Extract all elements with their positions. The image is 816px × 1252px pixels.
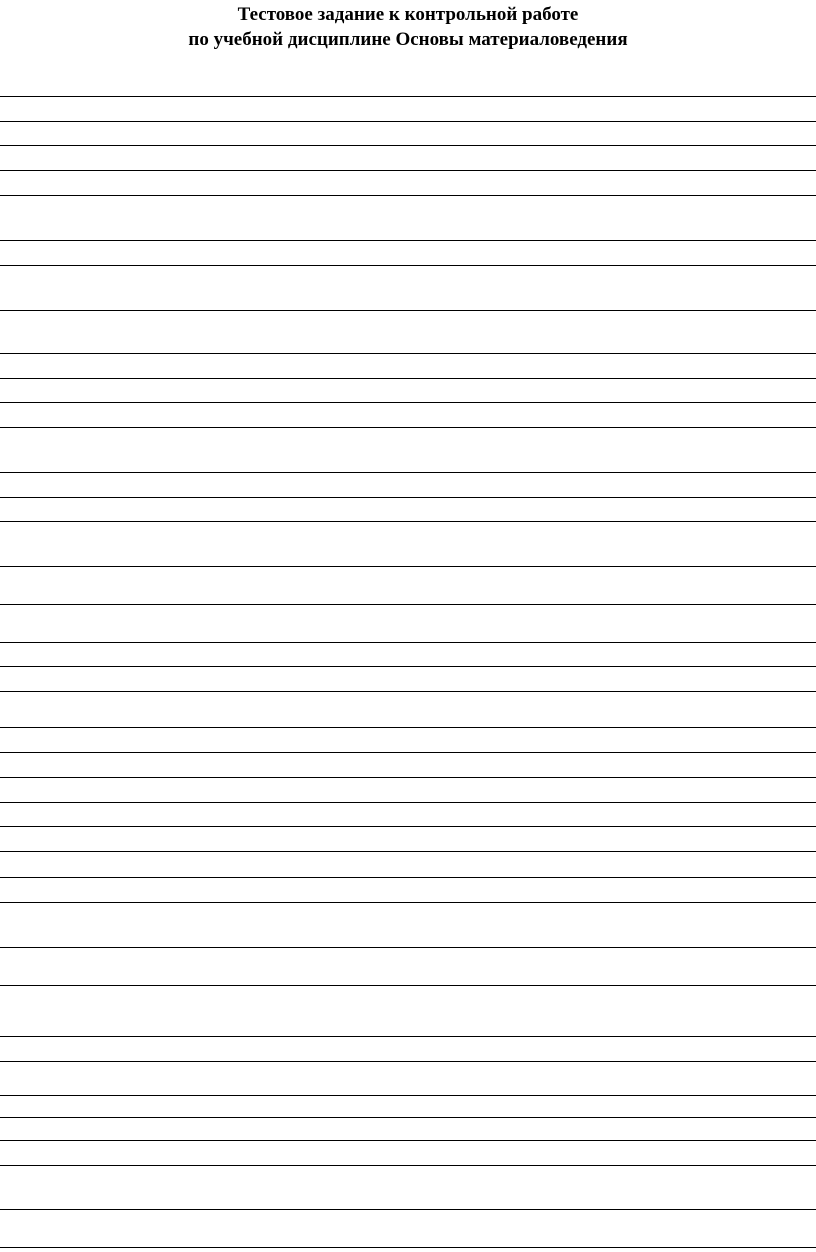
document-title-line2: по учебной дисциплине Основы материаловедения bbox=[188, 29, 628, 50]
row-divider bbox=[0, 666, 816, 667]
row-divider bbox=[0, 353, 816, 354]
row-divider bbox=[0, 427, 816, 428]
row-divider bbox=[0, 727, 816, 728]
row-divider bbox=[0, 777, 816, 778]
row-divider bbox=[0, 240, 816, 241]
row-divider bbox=[0, 96, 816, 97]
document-title-line1: Тестовое задание к контрольной работе bbox=[237, 4, 579, 25]
row-divider bbox=[0, 1140, 816, 1141]
row-divider bbox=[0, 402, 816, 403]
row-divider bbox=[0, 497, 816, 498]
row-divider bbox=[0, 1117, 816, 1118]
row-divider bbox=[0, 947, 816, 948]
row-divider bbox=[0, 521, 816, 522]
row-divider bbox=[0, 472, 816, 473]
row-divider bbox=[0, 1165, 816, 1166]
row-divider bbox=[0, 877, 816, 878]
row-divider bbox=[0, 851, 816, 852]
row-divider bbox=[0, 1247, 816, 1248]
row-divider bbox=[0, 265, 816, 266]
row-divider bbox=[0, 826, 816, 827]
row-divider bbox=[0, 1036, 816, 1037]
row-divider bbox=[0, 1061, 816, 1062]
row-divider bbox=[0, 310, 816, 311]
row-divider bbox=[0, 691, 816, 692]
row-divider bbox=[0, 378, 816, 379]
row-divider bbox=[0, 145, 816, 146]
row-divider bbox=[0, 802, 816, 803]
row-divider bbox=[0, 170, 816, 171]
row-divider bbox=[0, 566, 816, 567]
row-divider bbox=[0, 642, 816, 643]
row-divider bbox=[0, 1095, 816, 1096]
row-divider bbox=[0, 121, 816, 122]
row-divider bbox=[0, 604, 816, 605]
row-divider bbox=[0, 985, 816, 986]
row-divider bbox=[0, 902, 816, 903]
row-divider bbox=[0, 752, 816, 753]
row-divider bbox=[0, 1209, 816, 1210]
row-divider bbox=[0, 195, 816, 196]
